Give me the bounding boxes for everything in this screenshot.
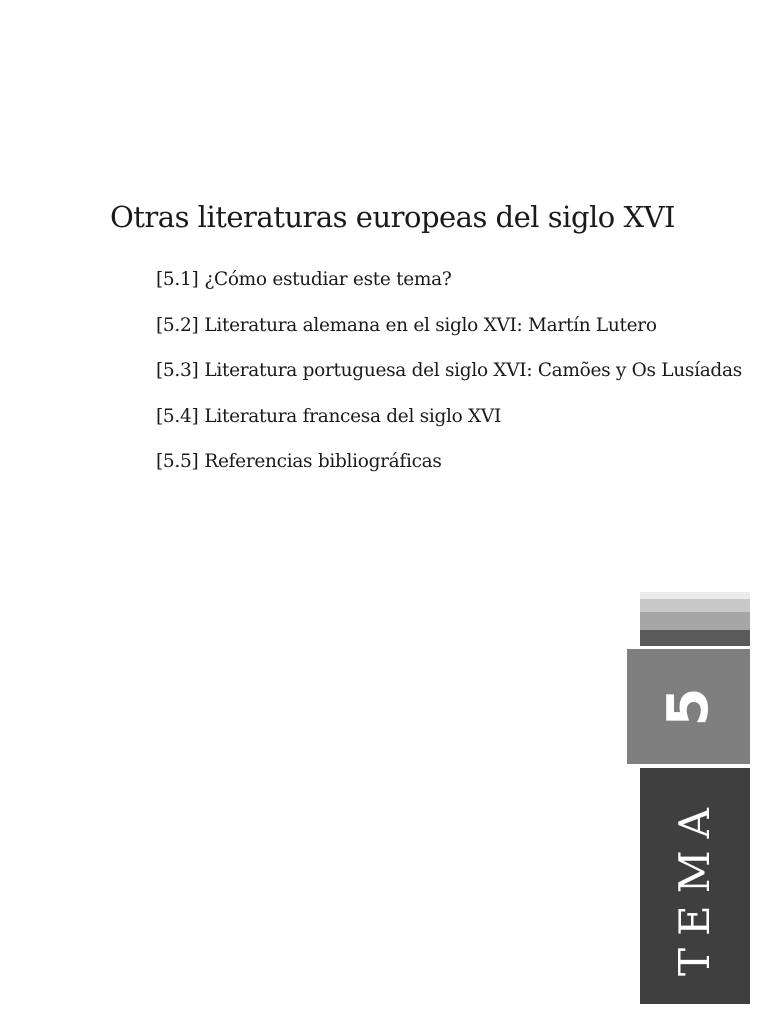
toc-item-number: [5.4]: [156, 405, 199, 427]
toc-item-label: Literatura portuguesa del siglo XVI: Camões y Os Lusíadas: [204, 360, 742, 381]
toc-item-label: Literatura alemana en el siglo XVI: Martín Lutero: [204, 314, 657, 336]
chapter-number: 5: [655, 687, 721, 726]
toc-item-label: Literatura francesa del siglo XVI: [204, 405, 501, 427]
toc-item[interactable]: [156, 357, 742, 403]
chapter-number-box: [627, 649, 750, 764]
toc-item-number: [5.3]: [156, 360, 199, 381]
toc-item-number: [5.2]: [156, 314, 199, 336]
decorative-band-lightest: [640, 592, 750, 599]
toc-item[interactable]: [156, 403, 742, 449]
table-of-contents: [156, 266, 742, 494]
toc-item-number: [5.5]: [156, 451, 199, 472]
toc-item-number: [5.1]: [156, 269, 199, 290]
toc-item[interactable]: [156, 266, 742, 312]
chapter-label: TEMA: [670, 795, 719, 977]
toc-item-label: ¿Cómo estudiar este tema?: [204, 269, 452, 290]
chapter-label-box: [640, 768, 750, 1004]
decorative-band-dark: [640, 630, 750, 646]
decorative-band-light: [640, 599, 750, 612]
decorative-band-mid: [640, 612, 750, 630]
toc-item[interactable]: [156, 312, 742, 358]
toc-item-label: Referencias bibliográficas: [204, 451, 442, 472]
page-title: Otras literaturas europeas del siglo XVI: [110, 200, 675, 234]
toc-item[interactable]: [156, 448, 742, 494]
